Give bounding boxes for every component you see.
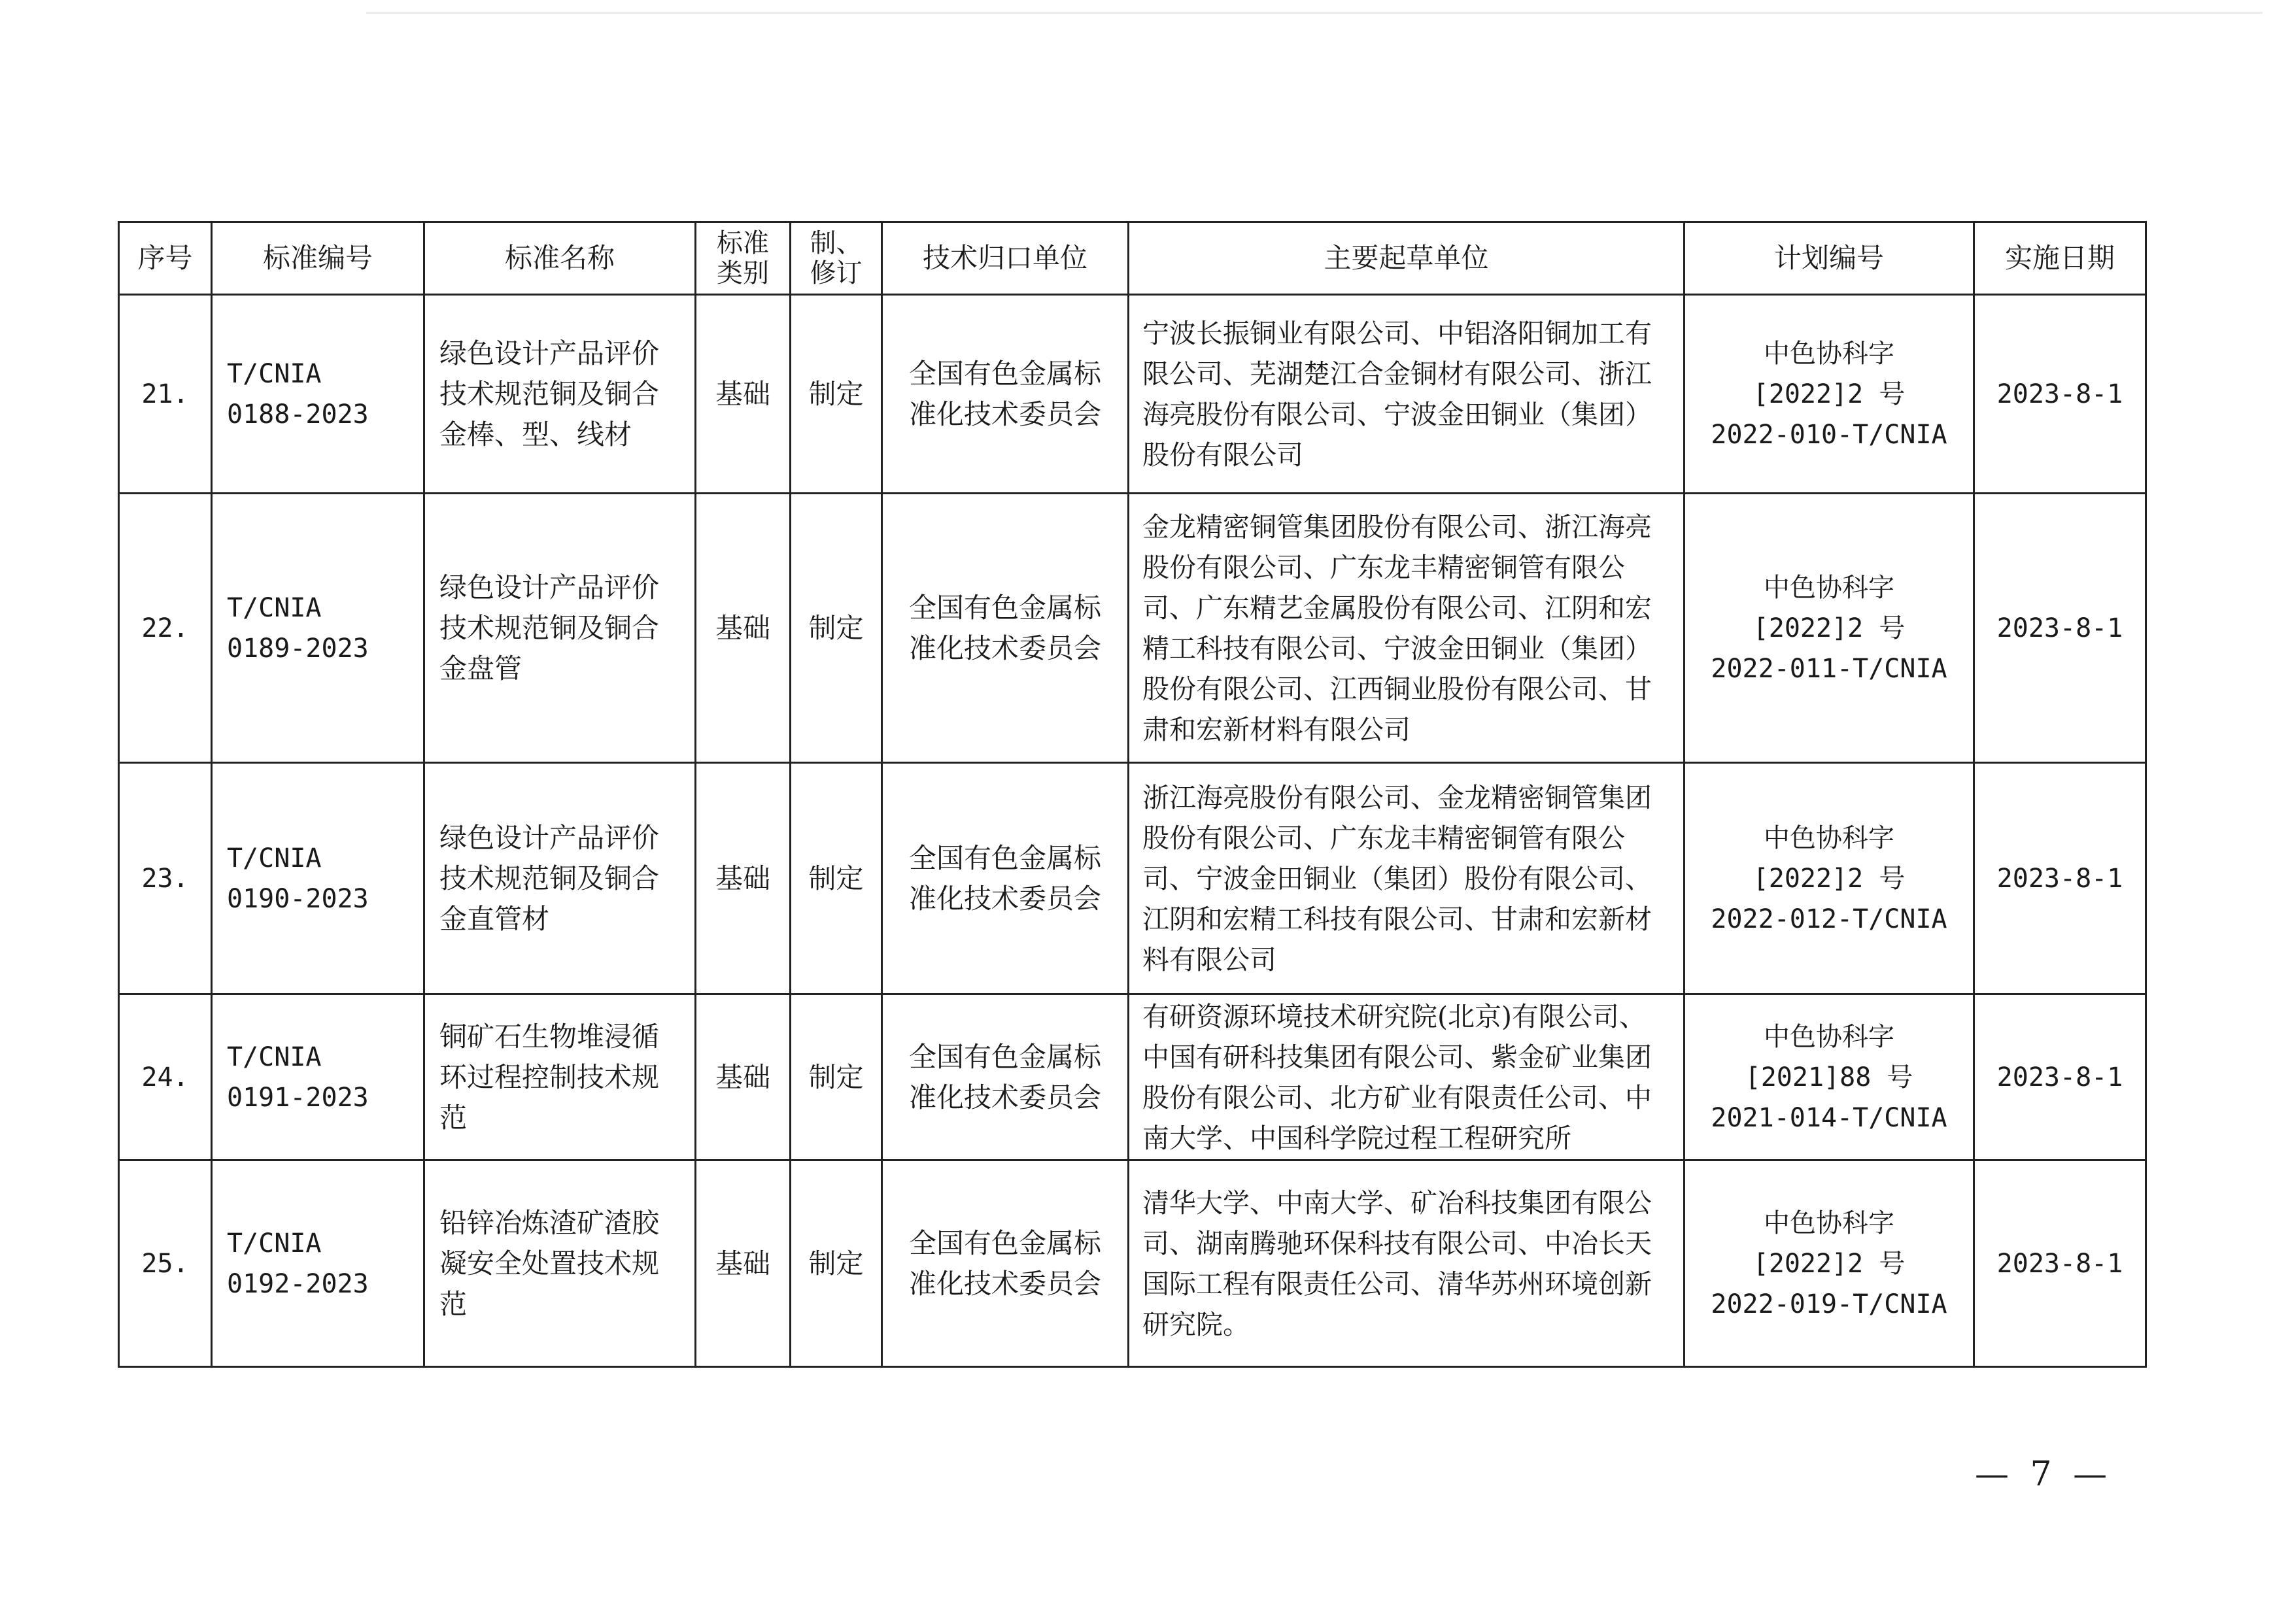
row-drafters-line: 股份有限公司 [1142,439,1303,471]
row-drafters [1129,1160,1685,1367]
row-plan-no [1685,763,1974,994]
row-impl-date: 2023-8-1 [1974,295,2146,494]
row-plan-no-line-3: 2022-012-T/CNIA [1711,904,1947,934]
row-std-code-line-2: 0188-2023 [227,399,369,430]
table-row [119,494,2146,763]
row-drafters-line: 司、宁波金田铜业（集团）股份有限公司、 [1142,862,1652,894]
row-std-name-line-2: 技术规范铜及铜合 [439,862,660,894]
row-tech-unit-line-2: 准化技术委员会 [908,882,1101,915]
row-tech-unit-line-2: 准化技术委员会 [908,632,1101,664]
page-number: — 7 — [1975,1455,2113,1494]
row-plan-no-line-1: 中色协科字 [1764,1208,1894,1238]
row-seq: 23. [119,763,212,994]
scan-top-edge [366,12,2263,14]
row-std-code-line-1: T/CNIA [227,592,322,623]
row-std-name-line-3: 范 [439,1101,468,1134]
row-seq: 25. [119,1160,212,1367]
row-revision: 制定 [791,295,882,494]
row-drafters [1129,494,1685,763]
row-tech-unit [882,1160,1129,1367]
row-plan-no [1685,295,1974,494]
row-drafters [1129,994,1685,1160]
row-plan-no-line-1: 中色协科字 [1764,338,1894,369]
row-std-code-line-2: 0191-2023 [227,1082,369,1113]
row-plan-no-line-3: 2022-019-T/CNIA [1711,1289,1947,1319]
row-impl-date: 2023-8-1 [1974,1160,2146,1367]
header-revision-line-1: 制、 [810,228,863,258]
row-std-name-line-3: 范 [439,1287,468,1320]
row-std-name-line-1: 铅锌冶炼渣矿渣胶 [439,1206,660,1239]
row-plan-no-line-3: 2022-010-T/CNIA [1711,419,1947,450]
row-category: 基础 [696,763,791,994]
row-impl-date: 2023-8-1 [1974,994,2146,1160]
row-std-name [424,494,696,763]
row-plan-no [1685,994,1974,1160]
row-tech-unit-line-2: 准化技术委员会 [908,1267,1101,1300]
row-drafters-line: 国际工程有限责任公司、清华苏州环境创新 [1142,1268,1652,1300]
row-plan-no-line-2: [2021]88 号 [1745,1062,1913,1092]
row-std-name-line-2: 技术规范铜及铜合 [439,377,660,410]
row-tech-unit-line-1: 全国有色金属标 [908,841,1101,874]
row-drafters-line: 限公司、芜湖楚江合金铜材有限公司、浙江 [1142,358,1652,390]
row-std-code-line-1: T/CNIA [227,1041,322,1072]
row-drafters-line: 有研资源环境技术研究院(北京)有限公司、 [1142,1000,1646,1032]
row-drafters-line: 股份有限公司、江西铜业股份有限公司、甘 [1142,673,1652,705]
row-drafters-line: 金龙精密铜管集团股份有限公司、浙江海亮 [1142,511,1652,543]
row-revision: 制定 [791,763,882,994]
row-std-name [424,994,696,1160]
row-category: 基础 [696,1160,791,1367]
row-tech-unit [882,763,1129,994]
row-plan-no-line-2: [2022]2 号 [1753,1248,1906,1279]
row-drafters-line: 研究院。 [1142,1308,1250,1340]
row-impl-date: 2023-8-1 [1974,494,2146,763]
table-row [119,994,2146,1160]
row-impl-date: 2023-8-1 [1974,763,2146,994]
row-std-name-line-3: 金直管材 [439,902,550,935]
row-drafters-line: 清华大学、中南大学、矿冶科技集团有限公 [1142,1187,1652,1219]
row-std-code [212,494,424,763]
row-drafters-line: 股份有限公司、北方矿业有限责任公司、中 [1142,1081,1652,1113]
row-drafters-line: 肃和宏新材料有限公司 [1142,713,1411,745]
header-drafters: 主要起草单位 [1129,222,1685,295]
row-std-code-line-2: 0189-2023 [227,633,369,664]
row-seq: 24. [119,994,212,1160]
row-seq: 22. [119,494,212,763]
row-drafters-line: 浙江海亮股份有限公司、金龙精密铜管集团 [1142,781,1652,813]
row-tech-unit-line-2: 准化技术委员会 [908,398,1101,430]
row-tech-unit-line-1: 全国有色金属标 [908,1040,1101,1073]
header-impl-date: 实施日期 [1974,222,2146,295]
table-row [119,763,2146,994]
row-category: 基础 [696,295,791,494]
row-plan-no-line-2: [2022]2 号 [1753,613,1906,643]
row-std-code-line-2: 0190-2023 [227,883,369,914]
row-drafters-line: 股份有限公司、广东龙丰精密铜管有限公 [1142,822,1625,854]
row-plan-no-line-3: 2021-014-T/CNIA [1711,1102,1947,1133]
row-drafters [1129,295,1685,494]
row-std-name-line-3: 金盘管 [439,652,522,685]
header-std-name: 标准名称 [424,222,696,295]
row-std-name [424,295,696,494]
row-tech-unit-line-2: 准化技术委员会 [908,1081,1101,1113]
row-tech-unit-line-1: 全国有色金属标 [908,357,1101,390]
row-std-code [212,763,424,994]
row-std-name-line-1: 绿色设计产品评价 [439,821,660,854]
header-revision-line-2: 修订 [810,258,863,288]
row-drafters [1129,763,1685,994]
row-std-name-line-2: 凝安全处置技术规 [439,1247,660,1279]
row-drafters-line: 精工科技有限公司、宁波金田铜业（集团） [1142,632,1652,664]
row-tech-unit [882,295,1129,494]
row-revision: 制定 [791,1160,882,1367]
header-tech-unit: 技术归口单位 [882,222,1129,295]
row-revision: 制定 [791,494,882,763]
row-std-name-line-1: 绿色设计产品评价 [439,571,660,603]
row-plan-no-line-3: 2022-011-T/CNIA [1711,653,1947,684]
row-tech-unit-line-1: 全国有色金属标 [908,1226,1101,1259]
row-plan-no [1685,1160,1974,1367]
row-category: 基础 [696,494,791,763]
row-plan-no-line-1: 中色协科字 [1764,822,1894,853]
row-tech-unit-line-1: 全国有色金属标 [908,591,1101,624]
header-std-no: 标准编号 [212,222,424,295]
row-std-name [424,1160,696,1367]
row-drafters-line: 江阴和宏精工科技有限公司、甘肃和宏新材 [1142,903,1652,935]
row-std-code-line-1: T/CNIA [227,1228,322,1259]
row-plan-no [1685,494,1974,763]
header-category [696,222,791,295]
row-std-code-line-1: T/CNIA [227,358,322,389]
row-std-name-line-1: 铜矿石生物堆浸循 [439,1020,660,1053]
row-seq: 21. [119,295,212,494]
row-drafters-line: 宁波长振铜业有限公司、中铝洛阳铜加工有 [1142,317,1652,349]
header-revision [791,222,882,295]
header-seq: 序号 [119,222,212,295]
row-std-name-line-3: 金棒、型、线材 [439,418,632,450]
row-std-name [424,763,696,994]
row-category: 基础 [696,994,791,1160]
header-plan-no: 计划编号 [1685,222,1974,295]
row-drafters-line: 司、广东精艺金属股份有限公司、江阴和宏 [1142,592,1652,624]
row-drafters-line: 料有限公司 [1142,943,1276,975]
header-category-line-1: 标准 [717,228,769,258]
row-plan-no-line-2: [2022]2 号 [1753,379,1906,409]
row-drafters-line: 南大学、中国科学院过程工程研究所 [1142,1122,1571,1154]
row-std-code-line-2: 0192-2023 [227,1268,369,1299]
row-revision: 制定 [791,994,882,1160]
row-std-code-line-1: T/CNIA [227,843,322,873]
standards-table [118,221,2147,1368]
table-row [119,295,2146,494]
row-drafters-line: 股份有限公司、广东龙丰精密铜管有限公 [1142,551,1625,583]
row-std-name-line-2: 环过程控制技术规 [439,1060,660,1093]
row-drafters-line: 司、湖南腾驰环保科技有限公司、中冶长天 [1142,1227,1652,1259]
row-drafters-line: 海亮股份有限公司、宁波金田铜业（集团） [1142,398,1652,430]
table-header-row [119,222,2146,295]
row-plan-no-line-1: 中色协科字 [1764,1021,1894,1052]
row-std-code [212,1160,424,1367]
row-std-code [212,994,424,1160]
table-row [119,1160,2146,1367]
row-plan-no-line-1: 中色协科字 [1764,572,1894,603]
row-std-name-line-1: 绿色设计产品评价 [439,337,660,369]
row-std-code [212,295,424,494]
row-tech-unit [882,994,1129,1160]
header-category-line-2: 类别 [717,258,769,288]
row-drafters-line: 中国有研科技集团有限公司、紫金矿业集团 [1142,1041,1652,1073]
row-plan-no-line-2: [2022]2 号 [1753,863,1906,894]
row-tech-unit [882,494,1129,763]
row-std-name-line-2: 技术规范铜及铜合 [439,611,660,644]
